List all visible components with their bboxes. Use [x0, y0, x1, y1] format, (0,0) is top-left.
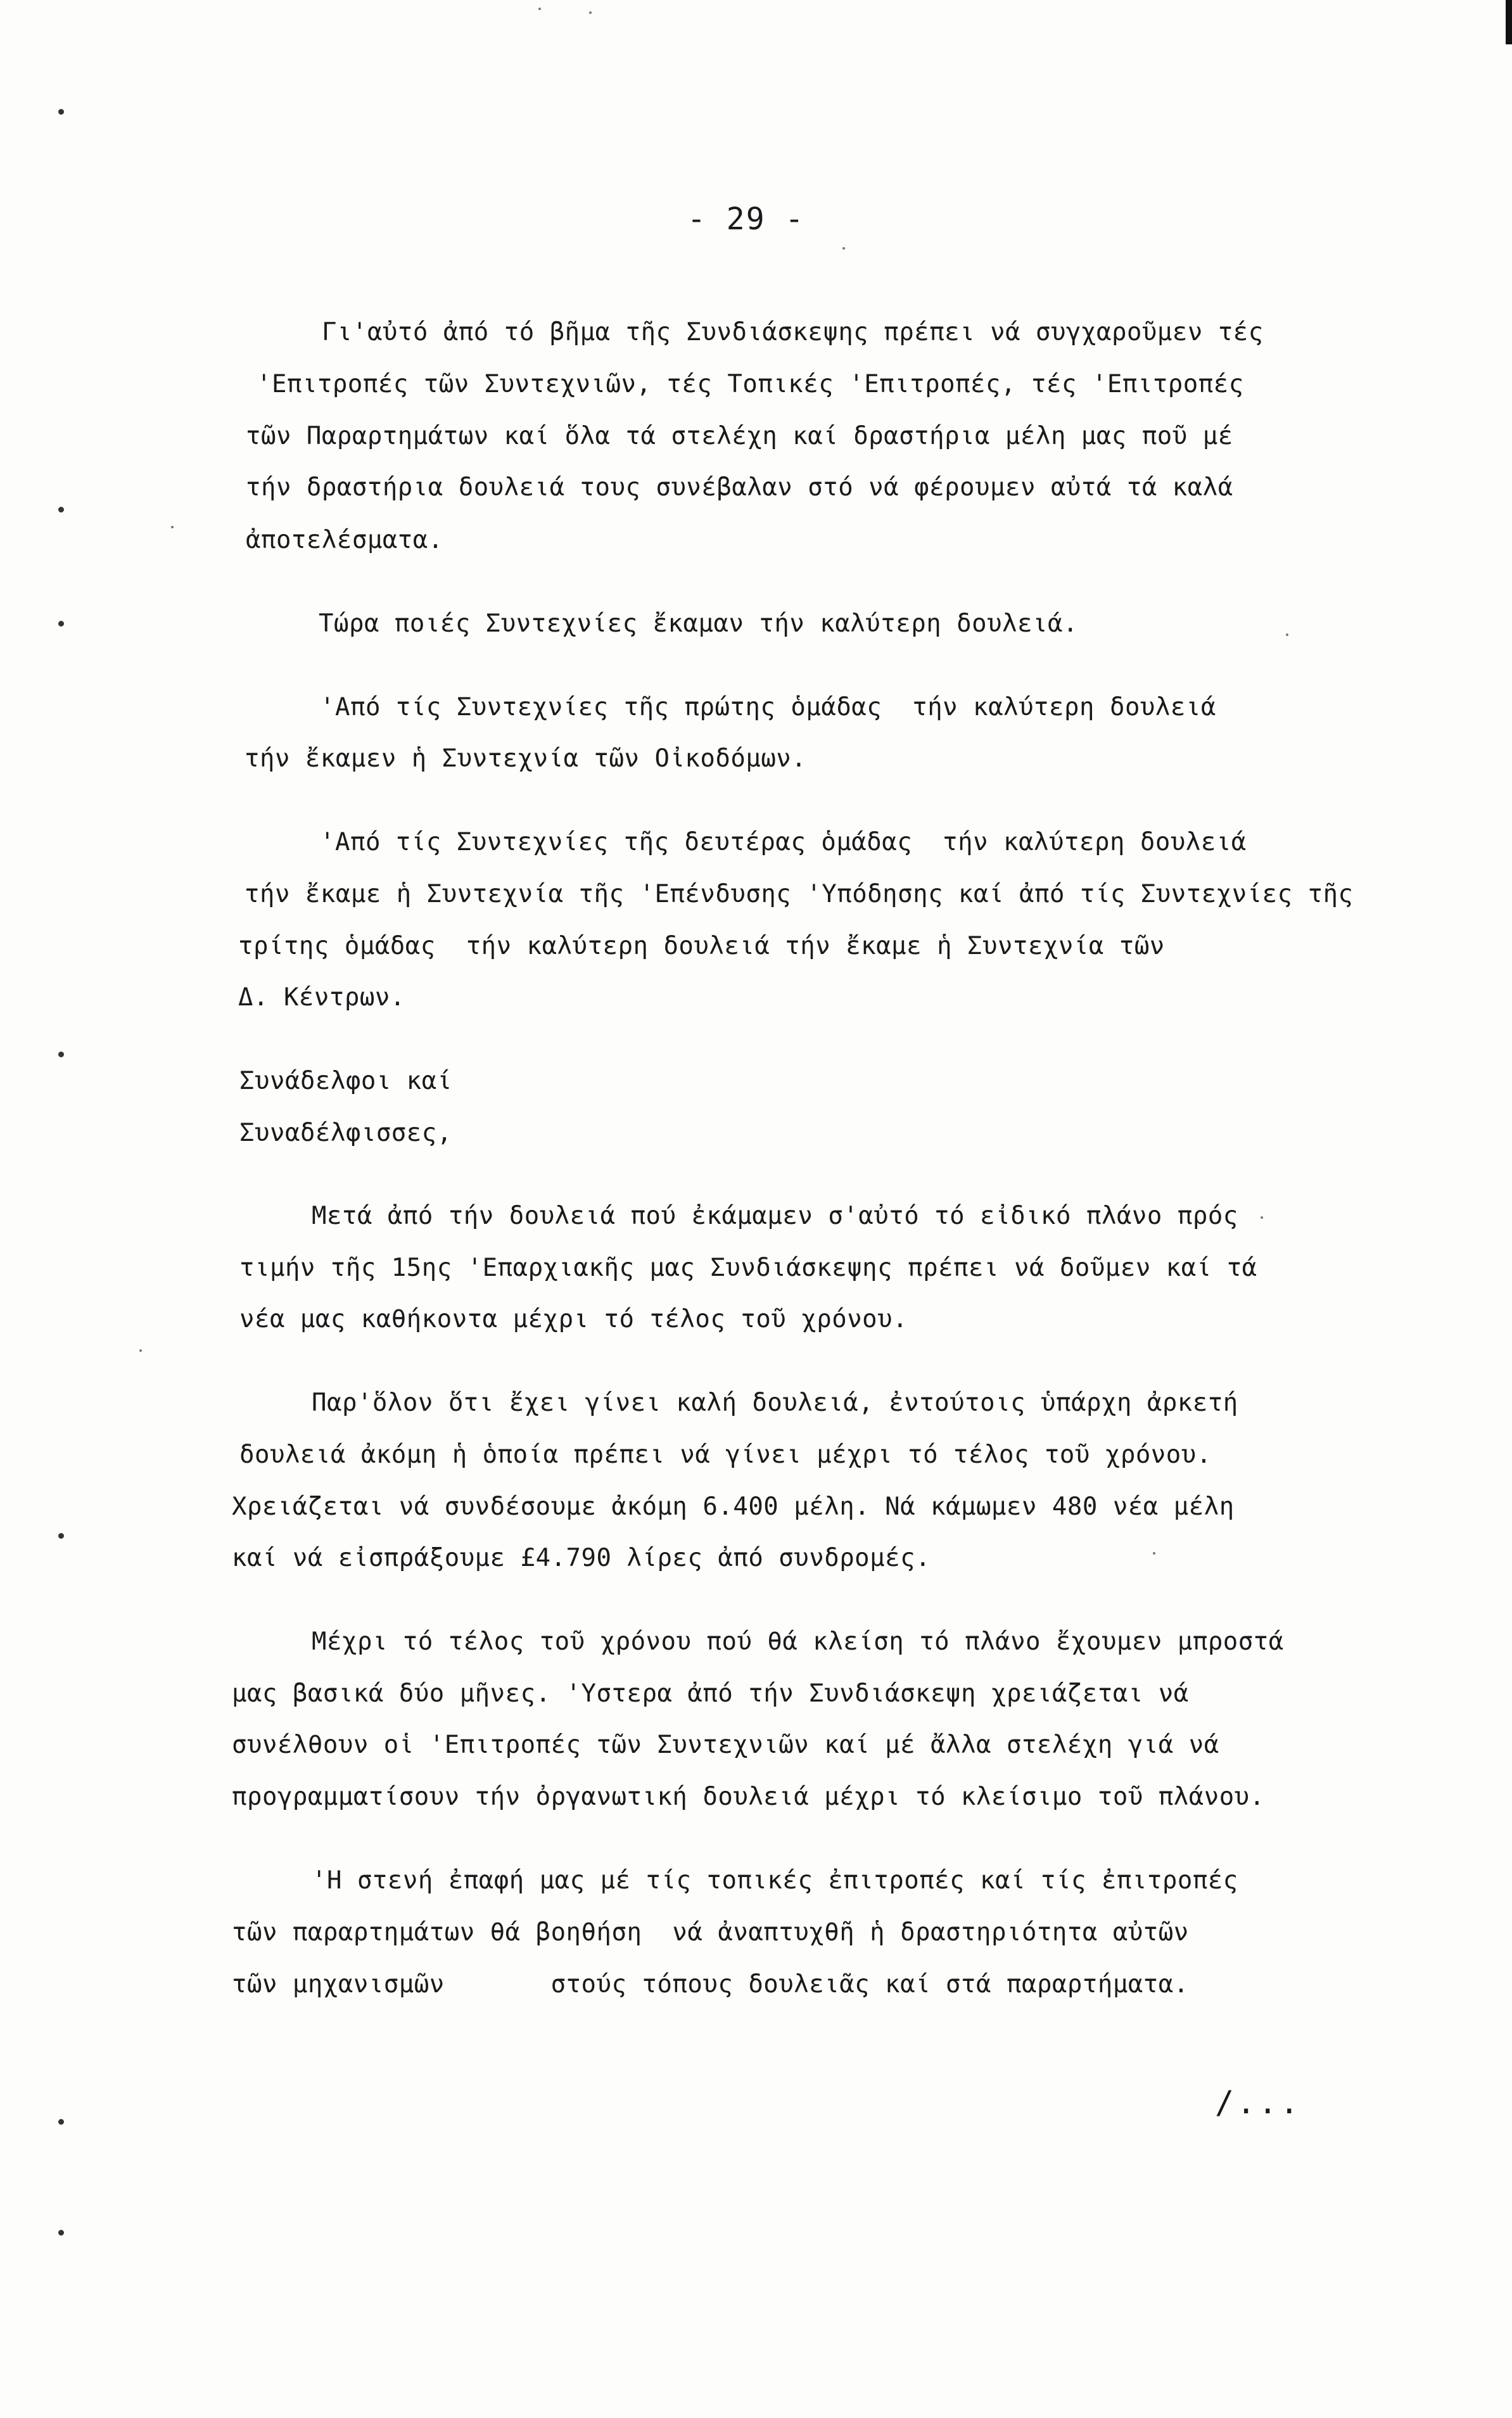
scan-edge-mark	[1506, 0, 1512, 44]
punch-hole-mark	[58, 507, 64, 512]
text-line: Συναδέλφισσες,	[239, 1119, 452, 1147]
punch-hole-mark	[58, 1052, 64, 1057]
text-line: 'Από τίς Συντεχνίες τῆς δευτέρας ὁμάδας τήν καλύτερη δουλειά	[320, 828, 1247, 856]
scan-speck	[538, 8, 541, 10]
text-line: τῶν παραρτημάτων θά βοηθήση νά ἀναπτυχθῆ ἡ δραστηριότητα αὐτῶν	[232, 1918, 1189, 1947]
continuation-mark: /...	[1215, 2084, 1302, 2121]
text-line: 'Επιτροπές τῶν Συντεχνιῶν, τές Τοπικές 'Επιτροπές, τές 'Επιτροπές	[257, 370, 1244, 398]
text-line: τήν ἔκαμε ἡ Συντεχνία τῆς 'Επένδυσης 'Υπόδησης καί ἀπό τίς Συντεχνίες τῆς	[245, 880, 1354, 908]
text-line: τρίτης ὁμάδας τήν καλύτερη δουλειά τήν ἔκαμε ἡ Συντεχνία τῶν	[238, 932, 1165, 960]
text-line: 'Από τίς Συντεχνίες τῆς πρώτης ὁμάδας τήν καλύτερη δουλειά	[320, 693, 1216, 722]
scan-speck	[842, 247, 845, 250]
text-line: καί νά εἰσπράξουμε £4.790 λίρες ἀπό συνδρομές.	[232, 1544, 931, 1572]
text-line: μας βασικά δύο μῆνες. 'Υστερα ἀπό τήν Συνδιάσκεψη χρειάζεται νά	[232, 1679, 1189, 1708]
text-line: Τώρα ποιές Συντεχνίες ἔκαμαν τήν καλύτερη δουλειά.	[319, 609, 1078, 638]
text-line: Γι'αὐτό ἀπό τό βῆμα τῆς Συνδιάσκεψης πρέπει νά συγχαροῦμεν τές	[322, 318, 1264, 347]
punch-hole-mark	[58, 621, 64, 627]
text-line: τήν ἔκαμεν ἡ Συντεχνία τῶν Οἰκοδόμων.	[245, 744, 807, 773]
text-line: δουλειά ἀκόμη ἡ ὁποία πρέπει νά γίνει μέχρι τό τέλος τοῦ χρόνου.	[239, 1441, 1212, 1469]
text-line: τῶν μηχανισμῶν στούς τόπους δουλειᾶς καί στά παραρτήματα.	[232, 1970, 1189, 1999]
text-line: τιμήν τῆς 15ης 'Επαρχιακῆς μας Συνδιάσκεψης πρέπει νά δοῦμεν καί τά	[239, 1254, 1257, 1282]
scan-speck	[1153, 1552, 1155, 1555]
text-line: Παρ'ὅλον ὅτι ἔχει γίνει καλή δουλειά, ἐντούτοις ὑπάρχη ἀρκετή	[312, 1389, 1238, 1417]
scan-speck	[1261, 1216, 1263, 1219]
text-line: Μετά ἀπό τήν δουλειά πού ἐκάμαμεν σ'αὐτό τό εἰδικό πλάνο πρός	[312, 1202, 1238, 1230]
punch-hole-mark	[58, 2119, 64, 2125]
text-line: τῶν Παραρτημάτων καί ὅλα τά στελέχη καί δραστήρια μέλη μας ποῦ μέ	[246, 422, 1233, 450]
text-line: Χρειάζεται νά συνδέσουμε ἀκόμη 6.400 μέλη. Νά κάμωμεν 480 νέα μέλη	[232, 1492, 1235, 1521]
text-line: Μέχρι τό τέλος τοῦ χρόνου πού θά κλείση τό πλάνο ἔχουμεν μπροστά	[312, 1627, 1284, 1656]
scan-speck	[171, 526, 174, 528]
text-line: τήν δραστήρια δουλειά τους συνέβαλαν στό νά φέρουμεν αὐτά τά καλά	[246, 473, 1233, 502]
scan-speck	[1286, 633, 1288, 636]
scan-speck	[139, 1349, 142, 1352]
text-line: ἀποτελέσματα.	[246, 526, 443, 554]
text-line: προγραμματίσουν τήν ὀργανωτική δουλειά μέχρι τό κλείσιμο τοῦ πλάνου.	[232, 1783, 1265, 1811]
punch-hole-mark	[58, 2230, 64, 2236]
text-line: συνέλθουν οἱ 'Επιτροπές τῶν Συντεχνιῶν καί μέ ἄλλα στελέχη γιά νά	[232, 1731, 1219, 1759]
punch-hole-mark	[58, 1533, 64, 1539]
page-number: - 29 -	[687, 201, 805, 237]
scan-speck	[589, 11, 592, 14]
punch-hole-mark	[58, 109, 64, 115]
text-line: Δ. Κέντρων.	[238, 983, 405, 1012]
text-line: νέα μας καθήκοντα μέχρι τό τέλος τοῦ χρόνου.	[239, 1305, 908, 1333]
text-line: Συνάδελφοι καί	[239, 1067, 452, 1095]
text-line: 'Η στενή ἐπαφή μας μέ τίς τοπικές ἐπιτροπές καί τίς ἐπιτροπές	[312, 1866, 1238, 1895]
